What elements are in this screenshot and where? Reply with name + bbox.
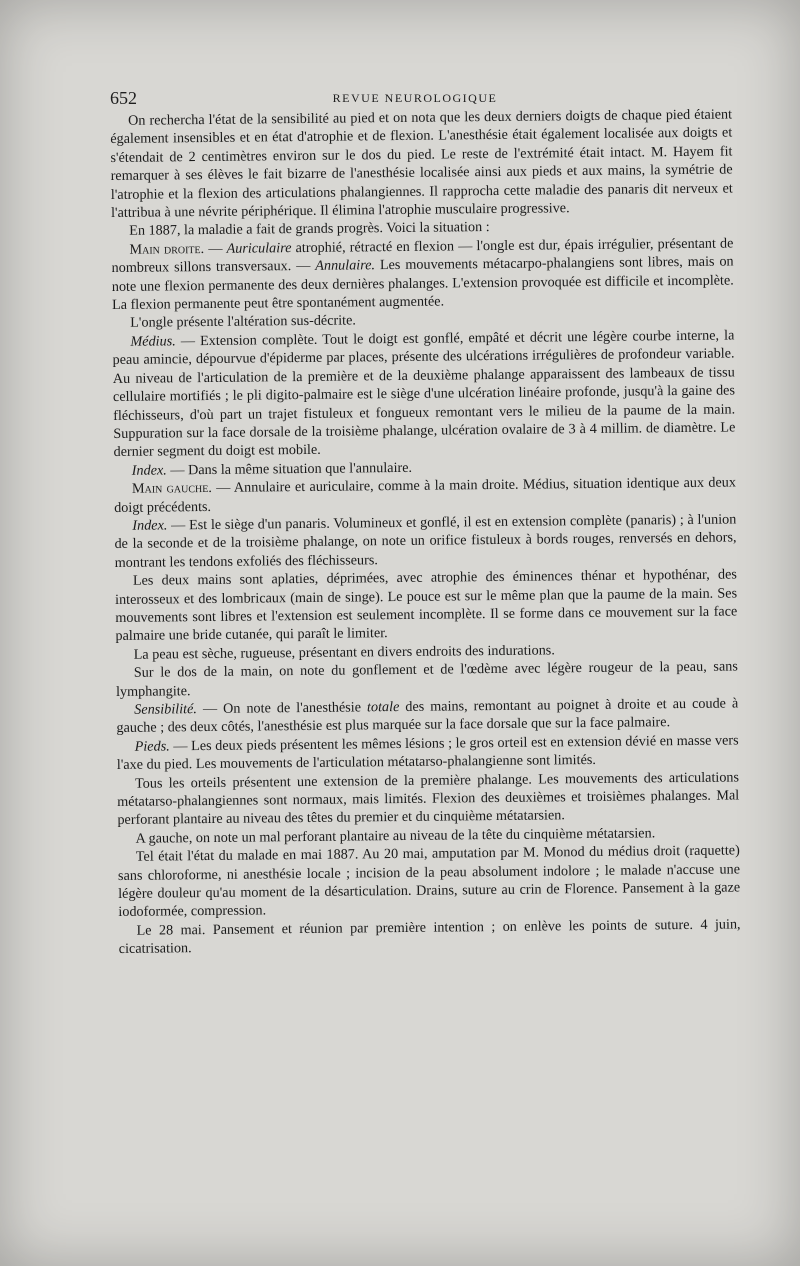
paragraph: En 1887, la maladie a fait de grands progrès. Voici la situation : — [129, 219, 490, 240]
section-lead: Index. — [131, 462, 167, 479]
paragraph: Index. — Dans la même situation que l'annulaire. — [131, 459, 413, 479]
section-lead: Médius. — [130, 333, 176, 350]
paragraph: Le 28 mai. Pansement et réunion par première intention ; on enlève les points de suture. 4 juin, cicatrisation. — [118, 916, 741, 958]
paragraph: Pieds. — Les deux pieds présentent les mêmes lésions ; le gros orteil est en extension dévié en masse vers l'axe du pied. Les mouvements de l'articulation métatarso-phalangienne sont limités. — [116, 732, 739, 774]
paragraph: Tel était l'état du malade en mai 1887. Au 20 mai, amputation par M. Monod du médius droit (raquette) sans chloroforme, ni anesthésie locale ; incision de la peau absolument indolore ; le malade n'accuse une légère douleur qu'au moment de la désarticulation. Drains, suture au crin de Florence. Pansement à la gaze iodoformée, compression. — [117, 842, 741, 921]
body-text — [110, 105, 741, 958]
paragraph: Médius. — Extension complète. Tout le doigt est gonflé, empâté et décrit une légère courbe interne, la peau amincie, dépourvue d'épiderme par places, présente des ulcérations irrégulières de profondeur variable. Au niveau de l'articulation de la première et de la deuxième phalange apparaissent des lambeaux de tissu cellulaire mortifiés ; le pli digito-palmaire est le siège d'une ulcération linéaire profonde, jusqu'à la gaine des fléchisseurs, d'où part un trajet fistuleux et fongueux remontant vers le milieu de la paume de la main. Suppuration sur la face dorsale de la troisième phalange, ulcération ovalaire de 3 à 4 millim. de diamètre. Le dernier segment du doigt est mobile. — [112, 327, 736, 461]
section-lead: Main gauche. — [131, 480, 212, 497]
running-title: REVUE NEUROLOGIQUE — [332, 91, 498, 105]
page-header — [110, 88, 720, 108]
emphasis: totale — [366, 699, 400, 716]
paragraph: Index. — Est le siège d'un panaris. Volumineux et gonflé, il est en extension complète (panaris) ; à l'union de la seconde et de la troisième phalange, on note un orifice fistuleux à bords rouges, renversés en dehors, montrant les tendons exfoliés des fléchisseurs. — [114, 511, 737, 571]
page-number: 652 — [110, 88, 137, 108]
paragraph: Tous les orteils présentent une extension de la première phalange. Les mouvements des articulations métatarso-phalangiennes sont normaux, mais limités. Flexion des deuxièmes et troisièmes phalanges. Mal perforant plantaire au niveau des têtes du premier et du cinquième métatarsien. — [117, 769, 740, 829]
section-lead: Auriculaire — [226, 239, 292, 257]
paragraph: L'ongle présente l'altération sus-décrite. — [130, 312, 357, 332]
section-lead: Main droite. — [129, 240, 205, 258]
section-lead: Index. — [132, 517, 168, 534]
paragraph: A gauche, on note un mal perforant plantaire au niveau de la tête du cinquième métatarsien. — [135, 825, 656, 847]
paragraph: On rechercha l'état de la sensibilité au pied et on nota que les deux derniers doigts de chaque pied étaient également insensibles et en état d'atrophie et de flexion. L'anesthésie était également localisée aux doigts et s'étendait de 2 centimètres environ sur le dos du pied. Le reste de l'extrémité était intact. M. Hayem fit remarquer à ses élèves le fait bizarre de l'anesthésie localisée ainsi aux pieds et aux mains, la symétrie de l'atrophie et la flexion des articulations phalangiennes. Il rapprocha cette maladie des panaris dit nerveux et l'attribua à une névrite périphérique. Il élimina l'atrophie musculaire progressive. — [110, 106, 733, 222]
paragraph: Sensibilité. — On note de l'anesthésie totale des mains, remontant au poignet à droite et au coude à gauche ; des deux côtés, l'anesthésie est plus marquée sur la face dorsale que sur la face palmaire. — [116, 695, 739, 737]
paragraph: Les deux mains sont aplaties, déprimées, avec atrophie des éminences thénar et hypothénar, des interosseux et des lombricaux (main de singe). Le pouce est sur le même plan que la paume de la main. Ses mouvements sont libres et l'extension est seulement incomplète. Il se forme dans ce mouvement sur la face palmaire une bride cutanée, qui paraît le limiter. — [115, 566, 738, 645]
paragraph: La peau est sèche, rugueuse, présentant en divers endroits des indurations. — [133, 642, 555, 663]
paragraph: Main droite. — Auriculaire atrophié, rétracté en flexion — l'ongle est dur, épais irrégulier, présentant de nombreux sillons transversaux. — Annulaire. Les mouvements métacarpo-phalangiens sont libres, mais on note une flexion permanente des deux dernières phalanges. L'extension provoquée est difficile et incomplète. La flexion permanente peut être spontanément augmentée. — [111, 235, 734, 314]
paragraph: Main gauche. — Annulaire et auriculaire, comme à la main droite. Médius, situation identique aux deux doigt précédents. — [114, 474, 736, 516]
paragraph: Sur le dos de la main, on note du gonflement et de l'œdème avec légère rougeur de la peau, sans lymphangite. — [115, 658, 738, 700]
section-lead: Sensibilité. — [134, 701, 197, 718]
section-lead: Annulaire. — [315, 257, 376, 275]
section-lead: Pieds. — [134, 738, 170, 755]
